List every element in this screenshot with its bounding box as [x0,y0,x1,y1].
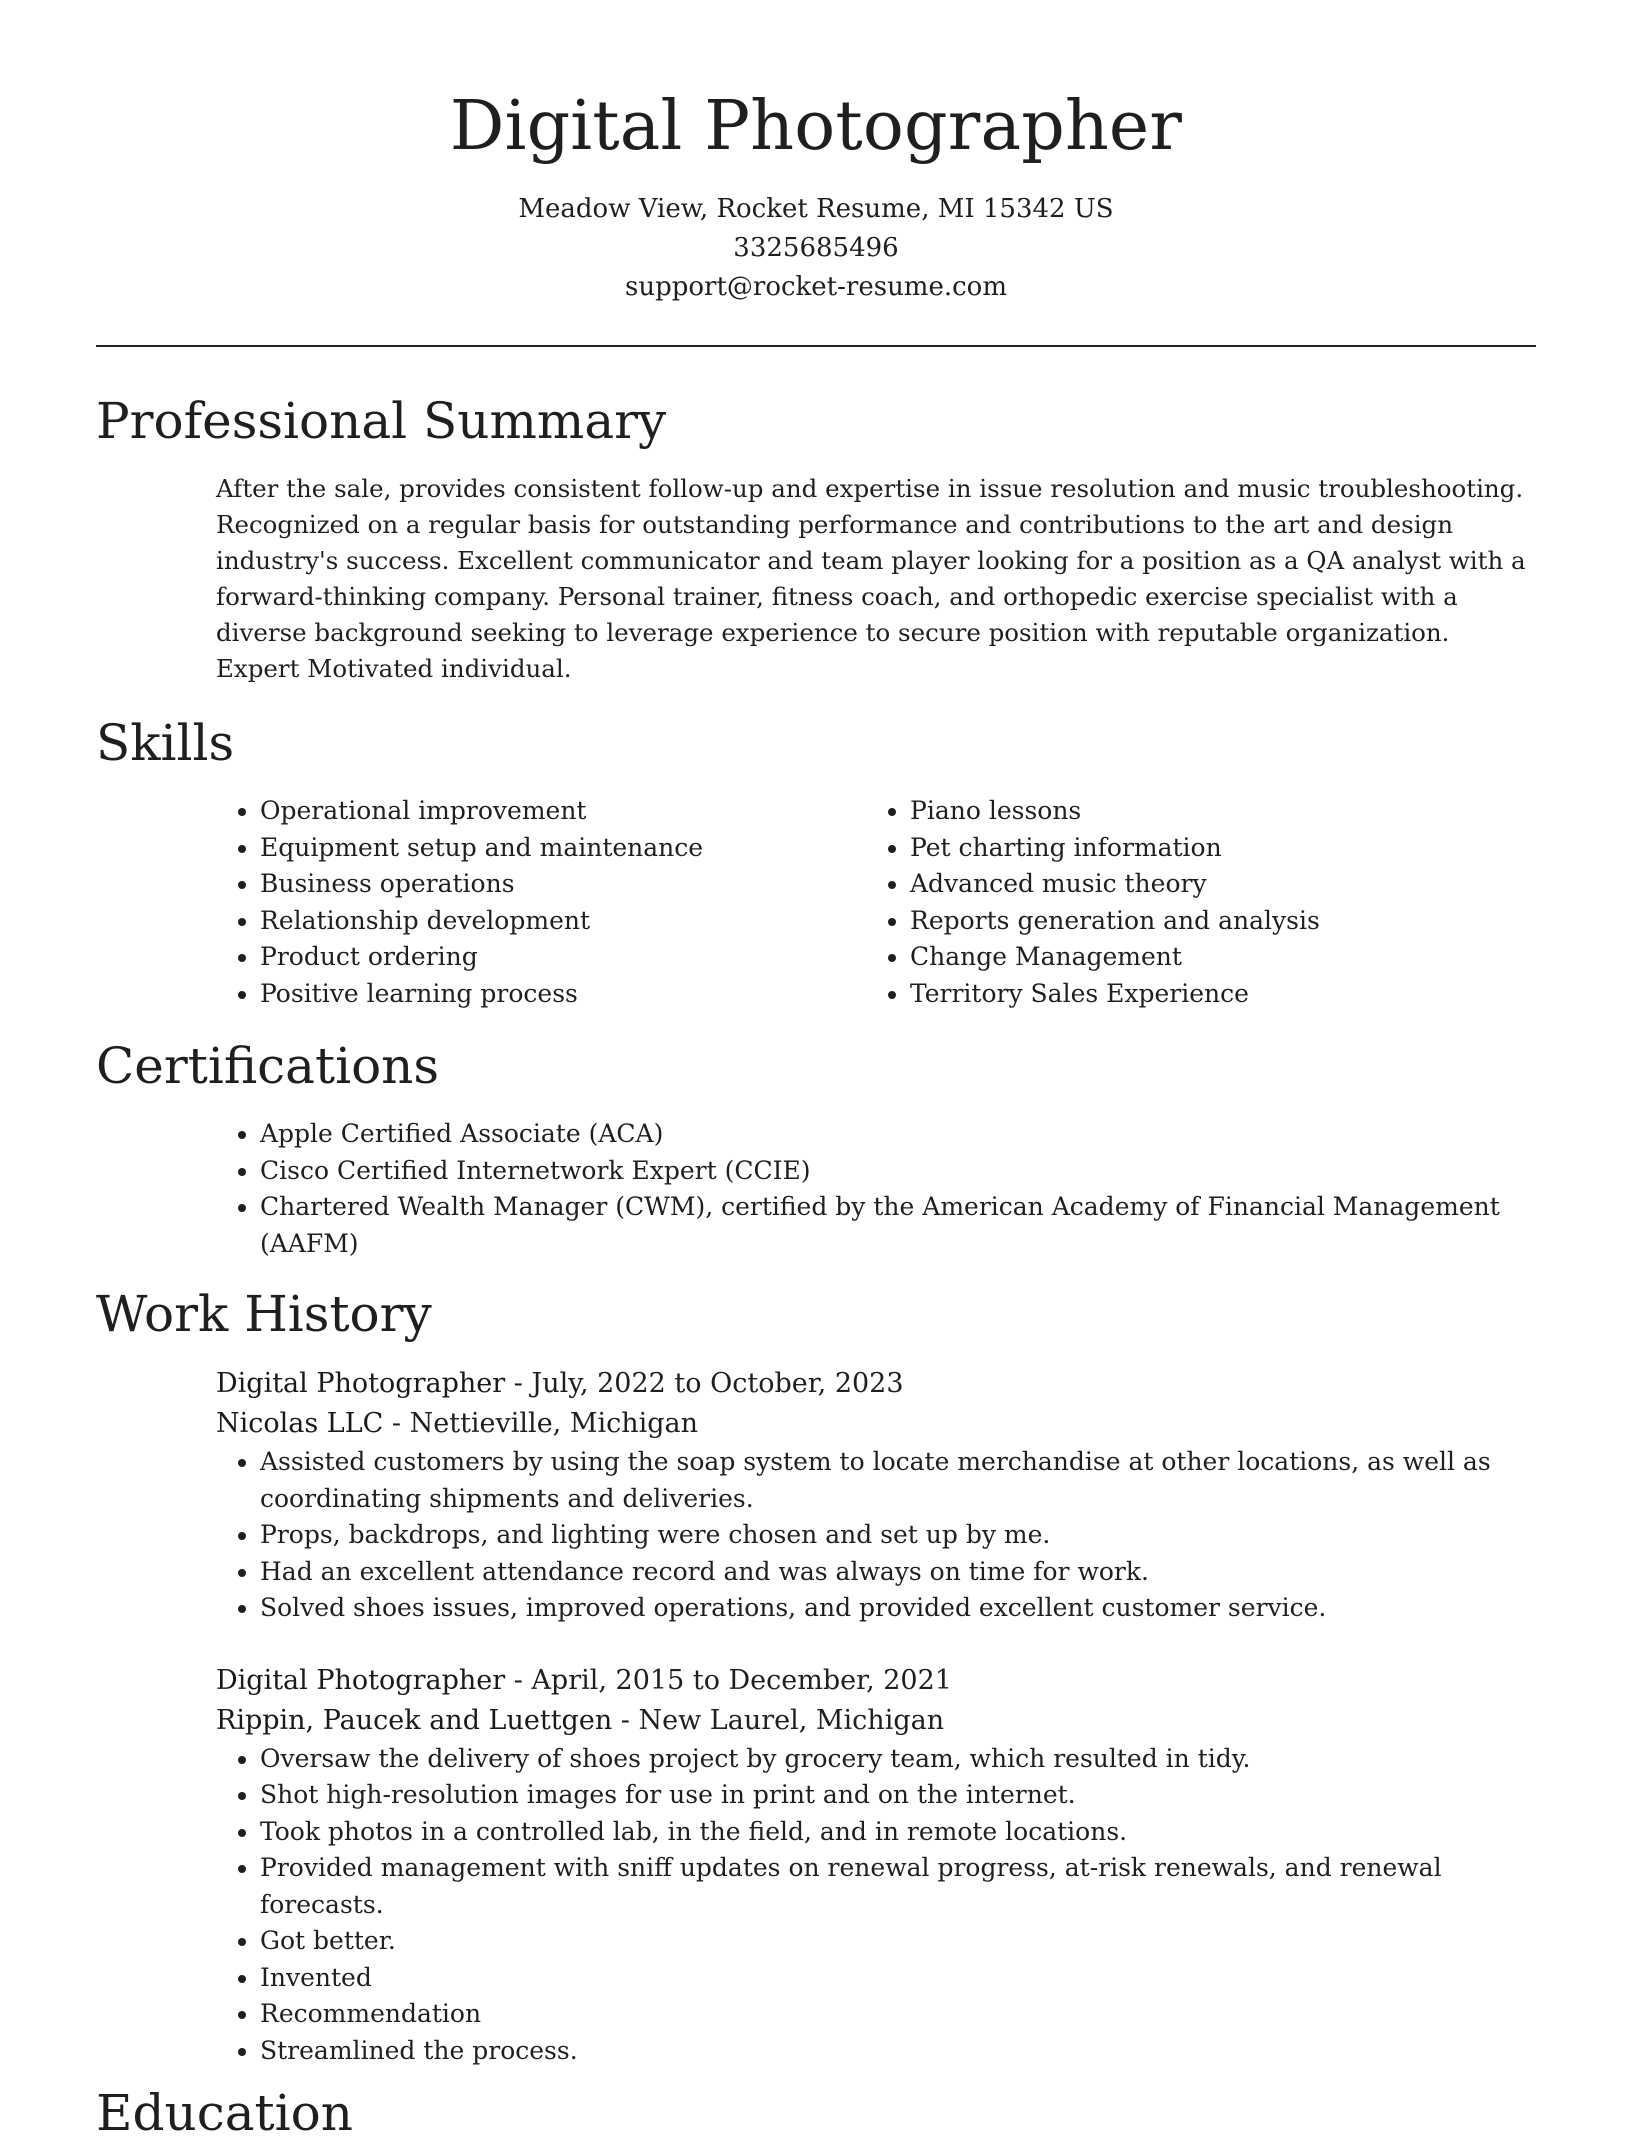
address: Meadow View, Rocket Resume, MI 15342 US [518,194,1114,224]
skill-item: • Pet charting information [910,830,1516,867]
header-divider [96,345,1536,347]
phone: 3325685496 [733,233,899,263]
candidate-name: Digital Photographer [449,87,1183,166]
job-bullet: • Shot high-resolution images for use in print and on the internet. [260,1777,1536,1814]
job-bullet: • Props, backdrops, and lighting were chosen and set up by me. [260,1517,1536,1554]
certifications-list [216,1116,1536,1262]
skill-item: • Piano lessons [910,793,1516,830]
summary-text: After the sale, provides consistent follow-up and expertise in issue resolution and music troubleshooting. Recognized on a regular basis for outstanding performance and contributions to the art and design industry's success. Excellent communicator and team player looking for a position as a QA analyst with a forward-thinking company. Personal trainer, fitness coach, and orthopedic exercise specialist with a diverse background seeking to leverage experience to secure position with reputable organization. Expert Motivated individual. [216,474,1526,683]
job-location: - New Laurel, Michigan [612,1704,945,1736]
job-company-line [216,1701,1536,1741]
job-company: Nicolas LLC [216,1408,384,1439]
skill-item: • Operational improvement [260,793,866,830]
skills-column-left [216,793,866,1012]
skill-item: • Territory Sales Experience [910,976,1516,1013]
job-bullet: • Got better. [260,1923,1536,1960]
email: support@rocket-resume.com [624,272,1007,302]
certifications-heading: Certifications [96,1037,440,1095]
certification-item: • Cisco Certified Internetwork Expert (CCIE) [260,1153,1536,1190]
job-title-line [216,1364,1536,1404]
skill-item: • Business operations [260,866,866,903]
job-bullet-list [216,1741,1536,2070]
job-bullet: • Oversaw the delivery of shoes project by grocery team, which resulted in tidy. [260,1741,1536,1778]
skill-item: • Product ordering [260,939,866,976]
education-heading: Education [96,2084,353,2142]
certification-item: • Apple Certified Associate (ACA) [260,1116,1536,1153]
job-entry [216,1364,1536,1627]
resume-page [96,0,1536,2143]
skills-grid [216,793,1536,1012]
job-bullet: • Provided management with sniff updates on renewal progress, at-risk renewals, and renewal forecasts. [260,1850,1536,1923]
skill-item: • Relationship development [260,903,866,940]
skills-list-right [866,793,1516,1012]
skills-column-right [866,793,1516,1012]
job-bullet: • Streamlined the process. [260,2033,1536,2070]
job-role: Digital Photographer [216,1368,506,1399]
job-company: Rippin, Paucek and Luettgen [216,1704,613,1736]
job-bullet-list [216,1444,1536,1627]
job-bullet: • Had an excellent attendance record and was always on time for work. [260,1554,1536,1591]
job-bullet: • Assisted customers by using the soap system to locate merchandise at other locations, as well as coordinating shipments and deliveries. [260,1444,1536,1517]
job-dates: - April, 2015 to December, 2021 [505,1664,952,1696]
skill-item: • Reports generation and analysis [910,903,1516,940]
summary-heading: Professional Summary [96,392,667,450]
job-bullet: • Took photos in a controlled lab, in the field, and in remote locations. [260,1814,1536,1851]
job-location: - Nettieville, Michigan [383,1408,699,1439]
skills-heading: Skills [96,714,235,772]
job-entry [216,1661,1536,2070]
job-bullet: • Invented [260,1960,1536,1997]
job-bullet: • Solved shoes issues, improved operations, and provided excellent customer service. [260,1590,1536,1627]
job-company-line [216,1404,1536,1444]
contact-block [96,190,1536,307]
skill-item: • Equipment setup and maintenance [260,830,866,867]
work-history-heading: Work History [96,1285,432,1343]
certification-item: • Chartered Wealth Manager (CWM), certified by the American Academy of Financial Management (AAFM) [260,1189,1536,1262]
job-bullet: • Recommendation [260,1996,1536,2033]
skill-item: • Change Management [910,939,1516,976]
job-role: Digital Photographer [216,1664,506,1696]
job-dates: - July, 2022 to October, 2023 [505,1368,904,1399]
skills-list-left [216,793,866,1012]
job-title-line [216,1661,1536,1701]
certifications-block [216,1116,1536,1262]
skill-item: • Positive learning process [260,976,866,1013]
skill-item: • Advanced music theory [910,866,1516,903]
resume-header [96,0,1536,347]
